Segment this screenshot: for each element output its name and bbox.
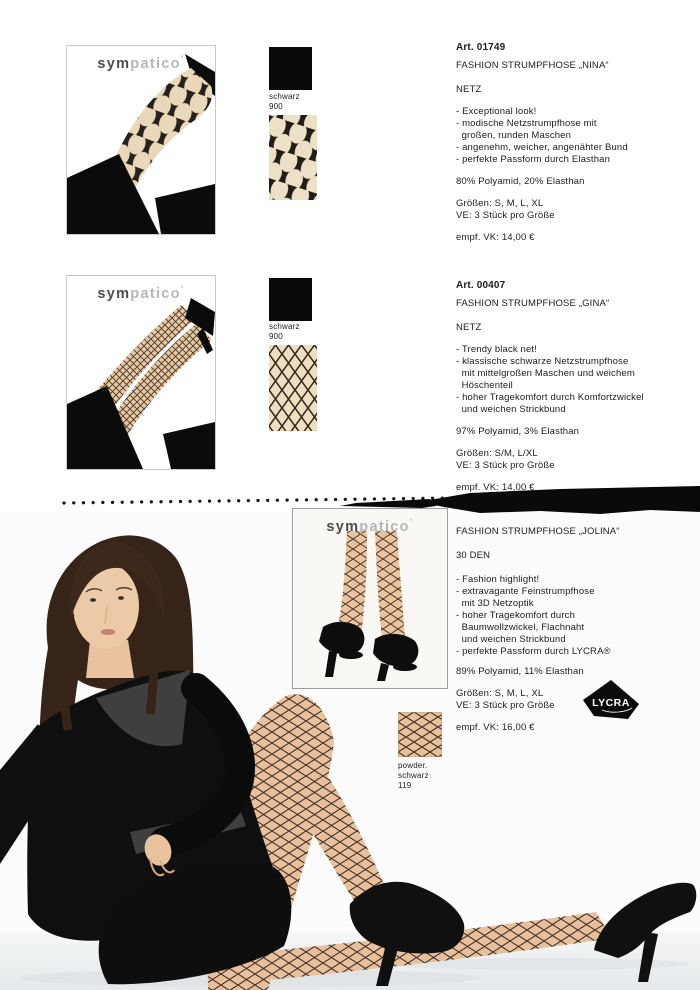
product-sizes: Größen: S, M, L, XL bbox=[456, 198, 544, 209]
product-features bbox=[456, 106, 698, 166]
product-price: empf. VK: 14,00 € bbox=[456, 482, 535, 493]
product-category: NETZ bbox=[456, 322, 482, 333]
color-swatch-schwarz bbox=[269, 47, 312, 90]
brand-logo-mark: ’ bbox=[409, 517, 414, 527]
product-category: NETZ bbox=[456, 84, 482, 95]
product-price: empf. VK: 14,00 € bbox=[456, 232, 535, 243]
product-photo-card bbox=[66, 275, 216, 470]
product-feature-line: Baumwollzwickel, Flachnaht bbox=[456, 622, 585, 633]
swatch-color-name: schwarz bbox=[269, 92, 300, 101]
product-info-block bbox=[456, 42, 698, 244]
swatch-color-code: 900 bbox=[269, 332, 283, 341]
brand-logo-mark: ’ bbox=[180, 284, 185, 294]
product-feature-line: und weichen Strickbund bbox=[456, 404, 566, 415]
product-packaging: VE: 3 Stück pro Größe bbox=[456, 700, 555, 711]
lycra-badge-label: LYCRA bbox=[592, 697, 630, 709]
fabric-detail-swatch bbox=[398, 712, 442, 757]
product-info-block bbox=[456, 280, 698, 494]
product-photo-card bbox=[66, 45, 216, 235]
leg-photo bbox=[293, 509, 447, 688]
brand-logo-suffix: patico bbox=[359, 519, 410, 535]
product-feature-line: - extravagante Feinstrumpfhose bbox=[456, 586, 595, 597]
product-feature-line: - perfekte Passform durch LYCRA® bbox=[456, 646, 611, 657]
product-packaging: VE: 3 Stück pro Größe bbox=[456, 210, 555, 221]
product-feature-line: - klassische schwarze Netzstrumpfhose bbox=[456, 356, 629, 367]
product-art-number: Art. 00407 bbox=[456, 280, 506, 291]
product-material: 97% Polyamid, 3% Elasthan bbox=[456, 426, 580, 437]
product-feature-line: - Exceptional look! bbox=[456, 106, 537, 117]
product-material: 80% Polyamid, 20% Elasthan bbox=[456, 176, 585, 187]
product-title: FASHION STRUMPFHOSE „JOLINA“ bbox=[456, 526, 620, 537]
fabric-detail-swatch bbox=[269, 345, 317, 431]
brand-logo-prefix: sym bbox=[97, 286, 131, 302]
swatch-label bbox=[269, 92, 300, 112]
product-feature-line: mit mittelgroßen Maschen und weichem bbox=[456, 368, 635, 379]
product-feature-line: - modische Netzstrumpfhose mit bbox=[456, 118, 597, 129]
product-title: FASHION STRUMPFHOSE „NINA“ bbox=[456, 60, 609, 71]
brand-logo-prefix: sym bbox=[97, 56, 131, 72]
product-features bbox=[456, 574, 698, 658]
swatch-color-code: 900 bbox=[269, 102, 283, 111]
product-feature-line: - angenehm, weicher, angenähter Bund bbox=[456, 142, 628, 153]
lycra-badge-icon bbox=[582, 679, 640, 721]
product-feature-line: - Trendy black net! bbox=[456, 344, 537, 355]
swatch-label bbox=[398, 761, 429, 791]
product-art-number: Art. 01749 bbox=[456, 42, 506, 53]
torn-edge bbox=[418, 486, 700, 514]
fabric-detail-swatch bbox=[269, 115, 317, 200]
product-packaging: VE: 3 Stück pro Größe bbox=[456, 460, 555, 471]
product-sizes: Größen: S, M, L, XL bbox=[456, 688, 544, 699]
brand-logo-suffix: patico bbox=[130, 56, 181, 72]
color-swatch-schwarz bbox=[269, 278, 312, 321]
product-price: empf. VK: 16,00 € bbox=[456, 722, 535, 733]
product-feature-line: - perfekte Passform durch Elasthan bbox=[456, 154, 611, 165]
brand-logo-prefix: sym bbox=[326, 519, 360, 535]
brand-logo-mark: ’ bbox=[180, 54, 185, 64]
swatch-color-code: 119 bbox=[398, 781, 412, 790]
product-feature-line: - Fashion highlight! bbox=[456, 574, 540, 585]
swatch-label bbox=[269, 322, 300, 342]
product-features bbox=[456, 344, 698, 416]
product-info-block bbox=[456, 500, 698, 734]
product-material: 89% Polyamid, 11% Elasthan bbox=[456, 666, 584, 677]
brand-logo-suffix: patico bbox=[130, 286, 181, 302]
product-feature-line: mit 3D Netzoptik bbox=[456, 598, 534, 609]
product-sizes: Größen: S/M, L/XL bbox=[456, 448, 538, 459]
swatch-color-name: schwarz bbox=[269, 322, 300, 331]
product-feature-line: großen, runden Maschen bbox=[456, 130, 572, 141]
product-title: FASHION STRUMPFHOSE „GINA“ bbox=[456, 298, 610, 309]
product-category: 30 DEN bbox=[456, 550, 491, 561]
product-feature-line: - hoher Tragekomfort durch bbox=[456, 610, 576, 621]
swatch-color-name: schwarz bbox=[398, 771, 429, 780]
product-feature-line: Höschenteil bbox=[456, 380, 513, 391]
swatch-color-name: powder. bbox=[398, 761, 428, 770]
product-feature-line: - hoher Tragekomfort durch Komfortzwickel bbox=[456, 392, 644, 403]
brand-logo bbox=[67, 51, 215, 72]
brand-logo bbox=[67, 281, 215, 302]
leg-photo bbox=[67, 46, 215, 234]
page-divider bbox=[0, 486, 700, 526]
product-photo-card bbox=[292, 508, 448, 689]
product-feature-line: und weichen Strickbund bbox=[456, 634, 566, 645]
leg-photo bbox=[67, 276, 215, 469]
